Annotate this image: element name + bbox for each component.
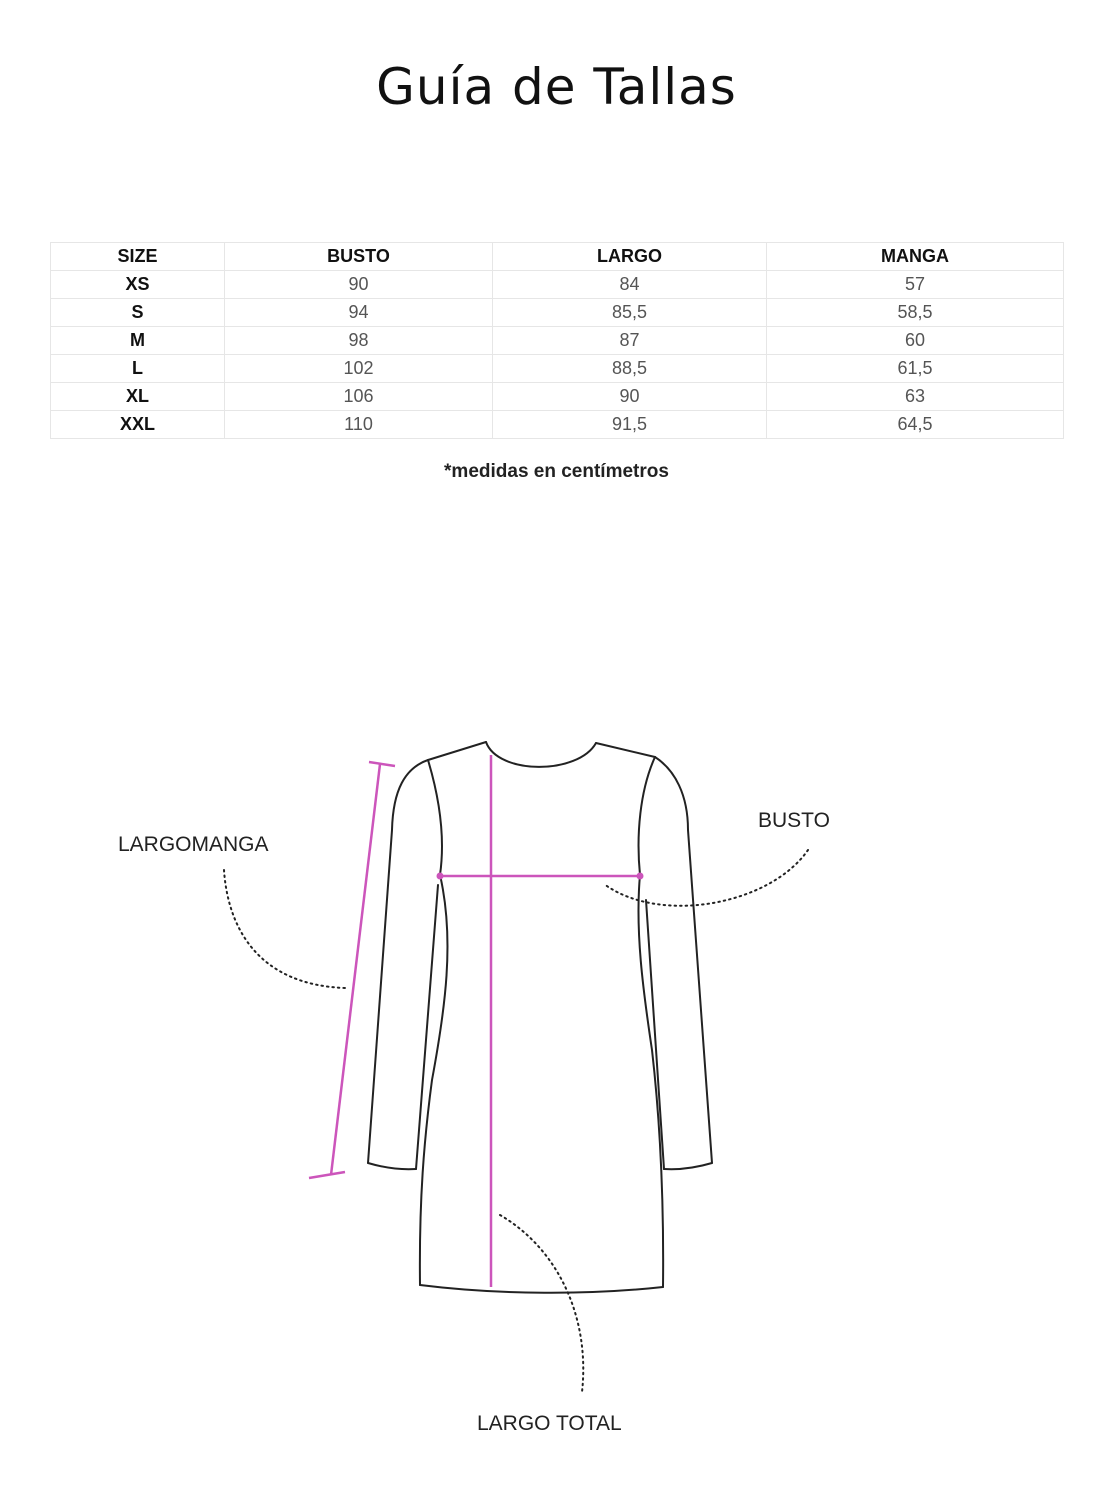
size-cell: L: [51, 355, 225, 383]
sleeve-length-cap-top: [369, 762, 395, 766]
bust-leader: [604, 850, 808, 906]
header-size: SIZE: [51, 243, 225, 271]
left-shoulder: [428, 742, 486, 760]
size-cell: S: [51, 299, 225, 327]
right-sleeve-inner: [646, 900, 664, 1169]
measurement-lines: [309, 755, 640, 1287]
bust-dot-right: [637, 873, 644, 880]
right-armhole: [639, 757, 655, 875]
header-manga: MANGA: [767, 243, 1064, 271]
right-body-side: [638, 875, 663, 1287]
manga-cell: 61,5: [767, 355, 1064, 383]
header-largo: LARGO: [493, 243, 767, 271]
size-cell: XL: [51, 383, 225, 411]
right-cuff: [664, 1163, 712, 1169]
size-cell: XXL: [51, 411, 225, 439]
right-sleeve-outer: [655, 757, 712, 1163]
header-busto: BUSTO: [225, 243, 493, 271]
neckline: [486, 742, 596, 767]
busto-cell: 94: [225, 299, 493, 327]
largo-cell: 87: [493, 327, 767, 355]
bust-label: BUSTO: [758, 809, 830, 832]
busto-cell: 106: [225, 383, 493, 411]
manga-cell: 58,5: [767, 299, 1064, 327]
largo-cell: 85,5: [493, 299, 767, 327]
busto-cell: 90: [225, 271, 493, 299]
right-shoulder: [596, 743, 655, 757]
busto-cell: 98: [225, 327, 493, 355]
manga-cell: 60: [767, 327, 1064, 355]
leader-lines: [224, 850, 808, 1392]
busto-cell: 110: [225, 411, 493, 439]
manga-cell: 64,5: [767, 411, 1064, 439]
measurement-note: *medidas en centímetros: [444, 461, 669, 482]
sleeve-length-cap-bottom: [309, 1172, 345, 1178]
dress-outline: [368, 742, 712, 1293]
size-cell: M: [51, 327, 225, 355]
manga-cell: 57: [767, 271, 1064, 299]
size-cell: XS: [51, 271, 225, 299]
left-cuff: [368, 1163, 416, 1169]
largo-cell: 90: [493, 383, 767, 411]
sleeve-leader: [224, 870, 345, 988]
sleeve-length-line: [331, 764, 380, 1175]
largo-cell: 88,5: [493, 355, 767, 383]
largo-cell: 84: [493, 271, 767, 299]
length-leader: [500, 1215, 583, 1392]
manga-cell: 63: [767, 383, 1064, 411]
hem: [420, 1285, 663, 1293]
busto-cell: 102: [225, 355, 493, 383]
largo-cell: 91,5: [493, 411, 767, 439]
left-armhole: [428, 760, 442, 875]
total-length-label: LARGO TOTAL: [477, 1412, 622, 1435]
bust-dot-left: [437, 873, 444, 880]
left-sleeve-outer: [368, 760, 428, 1163]
sleeve-length-label: LARGOMANGA: [118, 833, 269, 856]
page-title: Guía de Tallas: [376, 58, 737, 116]
